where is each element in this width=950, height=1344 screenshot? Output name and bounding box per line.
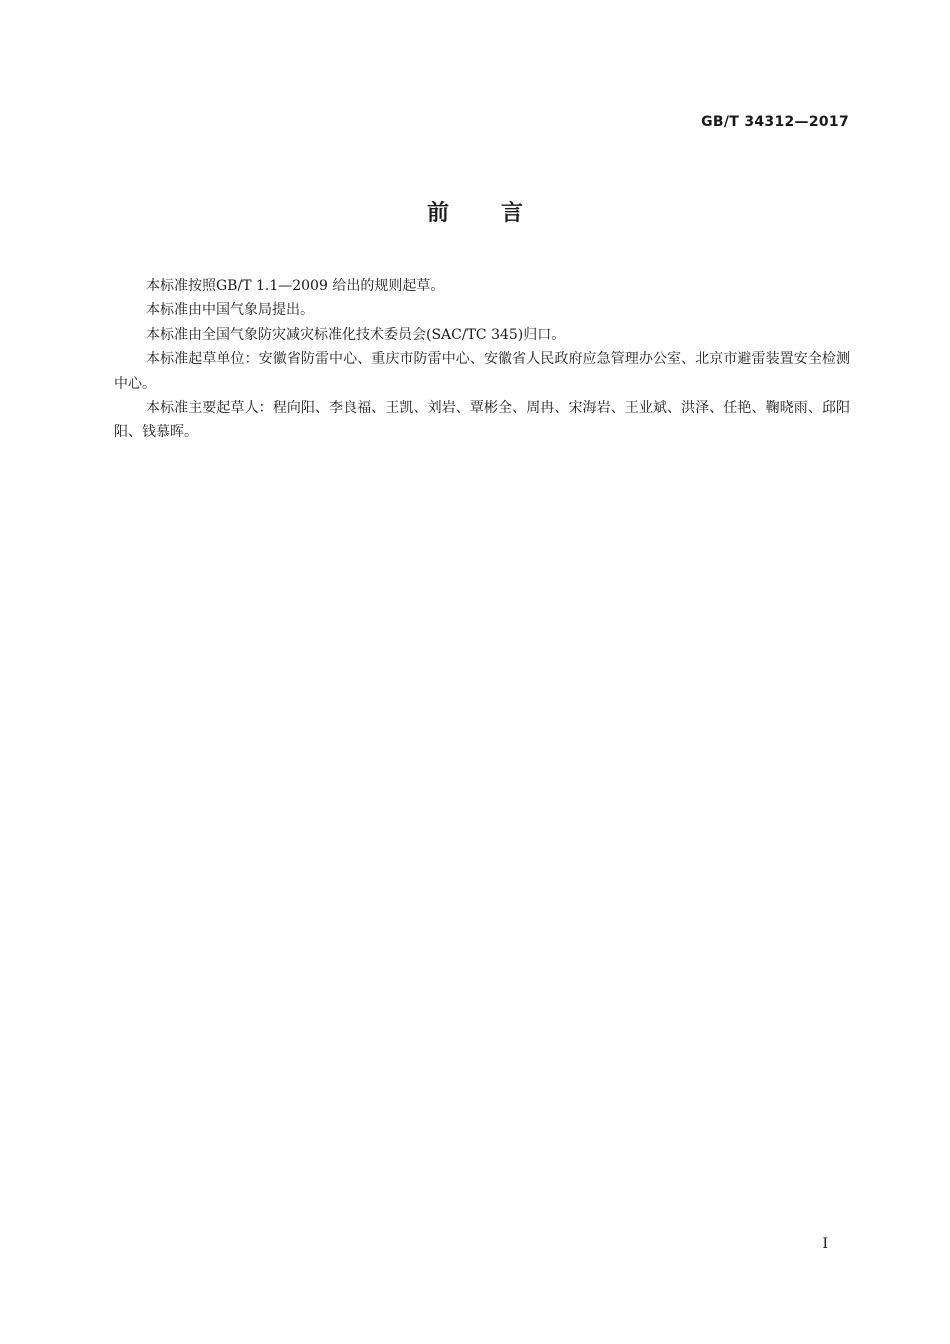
- paragraph-drafting-units: 本标准起草单位：安徽省防雷中心、重庆市防雷中心、安徽省人民政府应急管理办公室、北京市避雷装置安全检测中心。: [114, 351, 850, 392]
- page-number: I: [822, 1236, 828, 1252]
- paragraph-drafting-rules: 本标准按照GB/T 1.1—2009 给出的规则起草。: [146, 278, 445, 294]
- paragraph-proposer: 本标准由中国气象局提出。: [146, 302, 314, 319]
- standard-code: GB/T 34312—2017: [701, 114, 849, 130]
- paragraph-responsible-committee: 本标准由全国气象防灾减灾标准化技术委员会(SAC/TC 345)归口。: [146, 326, 566, 343]
- body-text: [114, 274, 850, 445]
- paragraph-drafters: 本标准主要起草人：程向阳、李良福、王凯、刘岩、覃彬全、周冉、宋海岩、王业斌、洪泽、任艳、鞠晓雨、邱阳阳、钱慕晖。: [114, 400, 850, 441]
- page-title: 前言: [426, 201, 575, 226]
